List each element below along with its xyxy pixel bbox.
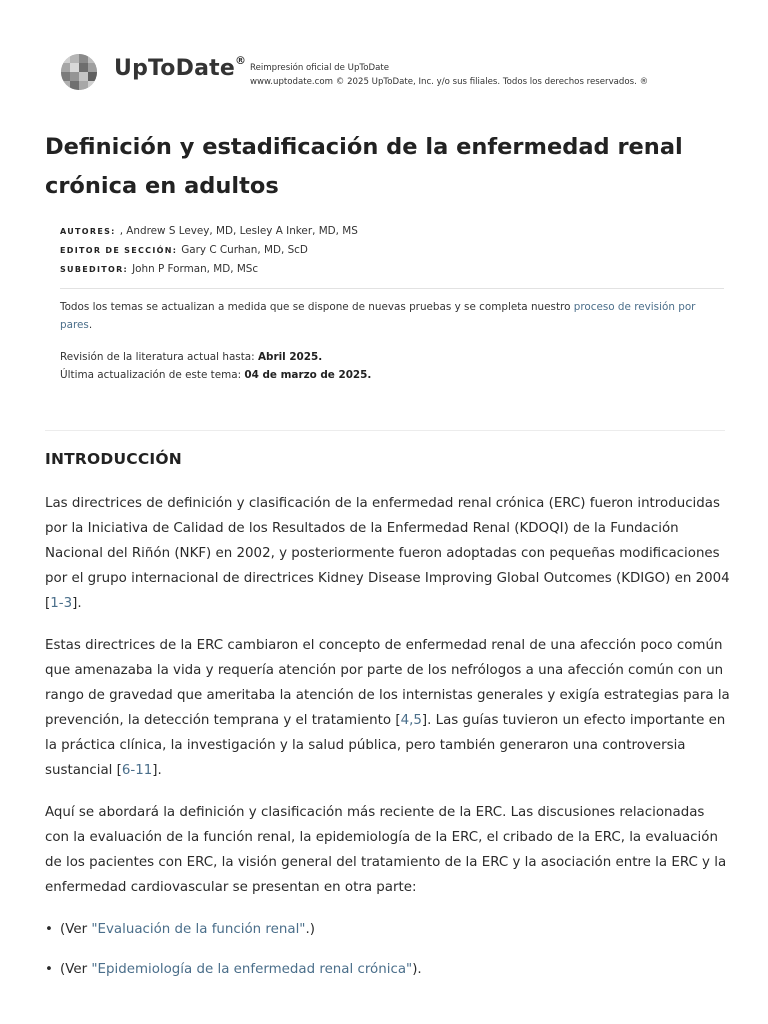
reference-link[interactable]: 1-3 [50, 596, 73, 611]
paragraph-text: ]. [72, 596, 82, 611]
section-editor-label: EDITOR DE SECCIÓN: [60, 246, 178, 255]
bullet-suffix: .) [305, 922, 315, 937]
peer-review-link[interactable]: proceso de revisión por pares [60, 301, 696, 331]
literature-review-label: Revisión de la literatura actual hasta: [60, 351, 258, 363]
topic-link-renal-function[interactable]: "Evaluación de la función renal" [91, 922, 306, 937]
reprint-line-1: Reimpresión oficial de UpToDate [250, 63, 389, 73]
section-editor-row [60, 241, 720, 260]
deputy-editor-value: John P Forman, MD, MSc [132, 263, 259, 275]
bullet-suffix: ). [412, 962, 422, 977]
deputy-editor-label: SUBEDITOR: [60, 265, 129, 274]
section-divider [45, 430, 725, 431]
intro-paragraph-1 [45, 491, 730, 616]
bullet-icon: • [45, 922, 53, 937]
review-note-end: . [88, 319, 93, 331]
authors-value: , Andrew S Levey, MD, Lesley A Inker, MD, MS [119, 225, 358, 237]
authors-label: AUTORES: [60, 227, 116, 236]
metadata-divider [60, 288, 724, 289]
update-dates [60, 348, 720, 384]
bullet-prefix: (Ver [60, 922, 92, 937]
literature-review-date: Abril 2025. [257, 351, 323, 363]
review-note-text: Todos los temas se actualizan a medida que se dispone de nuevas pruebas y se completa nuestro [60, 301, 574, 313]
reprint-line-2: www.uptodate.com © 2025 UpToDate, Inc. y/o sus filiales. Todos los derechos reservados. ® [250, 77, 649, 87]
bullet-prefix: (Ver [60, 962, 92, 977]
section-editor-value: Gary C Curhan, MD, ScD [181, 244, 308, 256]
literature-review-row [60, 348, 720, 366]
paragraph-text: Las directrices de definición y clasificación de la enfermedad renal crónica (ERC) fueron introducidas por la Iniciativa de Calidad de los Resultados de la Enfermedad Renal (KDOQI) de la Fundación Nacional del Riñón (NKF) en 2002, y posteriormente fueron adoptadas con pequeñas modificaciones por el grupo internacional de directrices Kidney Disease Improving Global Outcomes (KDIGO) en 2004 [ [45, 496, 730, 611]
paragraph-text: ]. [152, 763, 162, 778]
list-item [45, 957, 725, 982]
reference-link[interactable]: 6-11 [121, 763, 153, 778]
authors-row [60, 222, 720, 241]
topic-link-ckd-epidemiology[interactable]: "Epidemiología de la enfermedad renal crónica" [91, 962, 413, 977]
section-heading-introduction: INTRODUCCIÓN [45, 450, 182, 468]
article-metadata [60, 222, 720, 279]
intro-paragraph-2 [45, 633, 730, 783]
deputy-editor-row [60, 260, 720, 279]
paragraph-text: ]. Las guías tuvieron un efecto importante en la práctica clínica, la investigación y la salud pública, pero también generaron una controversia sustancial [ [45, 713, 726, 778]
last-updated-date: 04 de marzo de 2025. [244, 369, 372, 381]
reprint-notice [250, 61, 648, 89]
brand-text: UpToDate [114, 56, 235, 81]
list-item [45, 917, 725, 942]
paragraph-text: Estas directrices de la ERC cambiaron el concepto de enfermedad renal de una afección poco común que amenazaba la vida y requería atención por parte de los nefrólogos a una afección común con un rango de gravedad que ameritaba la atención de los internistas generales y exigía estrategias para la prevención, la detección temprana y el tratamiento [ [45, 638, 730, 728]
page-title: Definición y estadificación de la enfermedad renal crónica en adultos [45, 134, 683, 199]
bullet-icon: • [45, 962, 53, 977]
header [0, 0, 768, 110]
last-updated-label: Última actualización de este tema: [60, 369, 245, 381]
review-process-note [60, 298, 720, 334]
uptodate-logo-icon [60, 53, 98, 91]
last-updated-row [60, 366, 720, 384]
brand-name [114, 53, 247, 81]
reference-link[interactable]: 4,5 [400, 713, 422, 728]
registered-mark: ® [234, 53, 247, 67]
intro-paragraph-3: Aquí se abordará la definición y clasificación más reciente de la ERC. Las discusiones relacionadas con la evaluación de la función renal, la epidemiología de la ERC, el cribado de la ERC, la evaluación de los pacientes con ERC, la visión general del tratamiento de la ERC y la asociación entre la ERC y la enfermedad cardiovascular se presentan en otra parte: [45, 805, 727, 895]
